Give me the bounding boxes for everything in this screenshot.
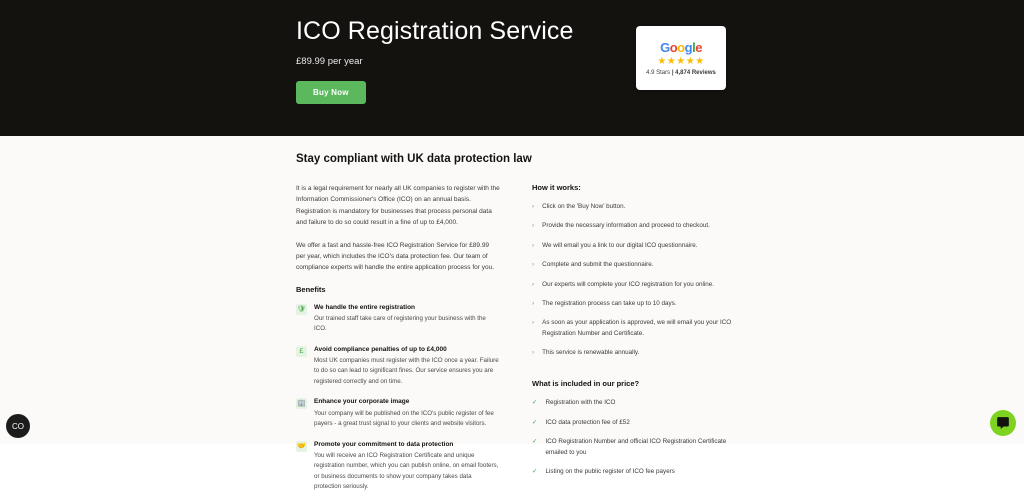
step-item	[532, 280, 736, 290]
benefit-item	[296, 397, 500, 429]
benefit-body	[314, 397, 500, 429]
step-text: The registration process can take up to 10 days.	[542, 299, 677, 307]
intro-paragraph-2: We offer a fast and hassle-free ICO Registration Service for £89.99 per year, which includes the ICO's data protection fee. Our team of compliance experts will handle the entire application process for you.	[296, 241, 494, 272]
benefit-item	[296, 303, 500, 335]
step-text: As soon as your application is approved, we will email you your ICO Registration Number and Certificate.	[542, 319, 732, 337]
benefit-body	[314, 345, 500, 388]
chevron-right-icon: ›	[532, 280, 535, 288]
step-item	[532, 221, 736, 231]
right-column	[532, 183, 736, 503]
benefit-item	[296, 345, 500, 388]
step-item	[532, 241, 736, 251]
rating-separator: |	[671, 69, 674, 76]
review-summary	[646, 70, 716, 76]
check-icon: ✓	[532, 438, 538, 446]
step-item	[532, 202, 736, 212]
benefit-title: Avoid compliance penalties of up to £4,000	[314, 345, 447, 353]
google-logo: Google	[660, 39, 702, 55]
step-item	[532, 318, 736, 339]
benefit-text: You will receive an ICO Registration Certificate and unique registration number, which you can publish online, on email footers, or business documents to show your company takes data protection seriously.	[314, 451, 499, 491]
check-icon: ✓	[532, 468, 538, 476]
intro-paragraph-1: It is a legal requirement for nearly all UK companies to register with the Information Commissioner's Office (ICO) on an annual basis. Registration is mandatory for businesses that process personal data and failure to do so could result in a fine of up to £4,000.	[296, 185, 500, 227]
handshake-icon: 🤝	[297, 442, 306, 450]
cookie-settings-button[interactable]: CO	[6, 414, 30, 438]
building-icon: 🏢	[297, 400, 306, 408]
spacer	[532, 367, 736, 379]
included-text: ICO Registration Number and official ICO Registration Certificate emailed to you	[545, 438, 727, 456]
check-icon: ✓	[532, 399, 538, 407]
chat-widget-button[interactable]	[990, 410, 1016, 436]
chevron-right-icon: ›	[532, 241, 535, 249]
chevron-right-icon: ›	[532, 299, 535, 307]
step-text: This service is renewable annually.	[542, 349, 640, 357]
included-text: Registration with the ICO	[545, 399, 616, 407]
step-text: We will email you a link to our digital ICO questionnaire.	[542, 241, 698, 249]
benefits-heading: Benefits	[296, 284, 326, 294]
buy-now-button[interactable]: Buy Now	[296, 81, 366, 104]
price-text: £89.99 per year	[296, 55, 363, 67]
benefit-title: Promote your commitment to data protection	[314, 440, 454, 448]
check-icon: ✓	[532, 418, 538, 426]
included-item	[532, 467, 736, 477]
included-text: Listing on the public register of ICO fee payers	[545, 468, 675, 476]
benefit-item	[296, 440, 500, 493]
chevron-right-icon: ›	[532, 261, 535, 269]
two-column-layout	[296, 183, 736, 503]
left-column	[296, 183, 500, 503]
step-item	[532, 348, 736, 358]
benefit-text: Your company will be published on the ICO's public register of fee payers - a great trust signal to your clients and website visitors.	[314, 409, 494, 428]
step-item	[532, 299, 736, 309]
rating-value: 4.9 Stars	[646, 69, 671, 76]
step-text: Complete and submit the questionnaire.	[542, 261, 654, 269]
benefit-body	[314, 303, 500, 335]
benefit-text: Most UK companies must register with the ICO once a year. Failure to do so can lead to significant fines. Our service ensures you are registered correctly and on time.	[314, 356, 499, 385]
chevron-right-icon: ›	[532, 319, 535, 327]
step-text: Click on the 'Buy Now' button.	[542, 203, 626, 210]
benefit-title: Enhance your corporate image	[314, 398, 410, 406]
benefit-text: Our trained staff take care of registering your business with the ICO.	[314, 314, 486, 333]
included-item	[532, 437, 736, 458]
step-text: Our experts will complete your ICO registration for you online.	[542, 280, 715, 288]
chevron-right-icon: ›	[532, 203, 535, 210]
included-heading: What is included in our price?	[532, 379, 640, 389]
shield-icon: 🛡	[297, 305, 306, 313]
chat-icon	[996, 416, 1010, 430]
hero-banner	[0, 0, 1024, 136]
included-item	[532, 398, 736, 408]
included-item	[532, 418, 736, 428]
pound-badge-icon: £	[296, 346, 307, 357]
chevron-right-icon: ›	[532, 222, 535, 230]
how-it-works-heading: How it works:	[532, 183, 581, 192]
step-text: Provide the necessary information and proceed to checkout.	[542, 222, 710, 230]
star-rating-icon: ★★★★★	[657, 55, 705, 67]
google-reviews-card[interactable]	[636, 26, 726, 90]
step-item	[532, 260, 736, 270]
page-title: ICO Registration Service	[296, 17, 574, 45]
benefit-body	[314, 440, 500, 493]
page-body	[0, 136, 1024, 491]
included-text: ICO data protection fee of £52	[545, 418, 630, 426]
benefit-title: We handle the entire registration	[314, 303, 416, 311]
chevron-right-icon: ›	[532, 349, 535, 357]
review-count: 4,874 Reviews	[675, 69, 716, 76]
section-heading: Stay compliant with UK data protection law	[296, 153, 532, 165]
content-wrapper	[296, 136, 736, 503]
